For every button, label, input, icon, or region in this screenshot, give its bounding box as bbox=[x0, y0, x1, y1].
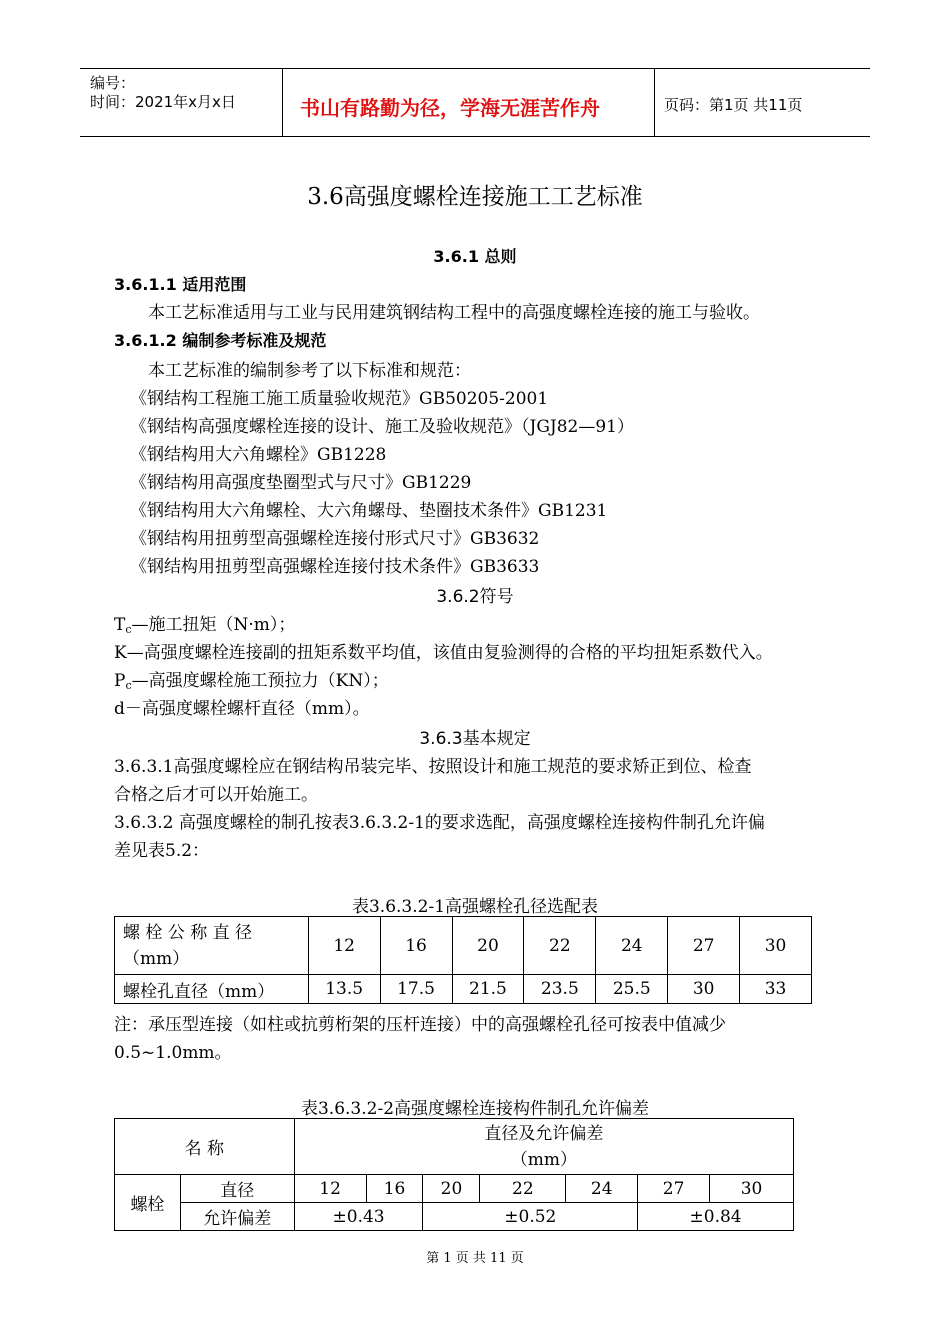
table-cell: 25.5 bbox=[596, 975, 668, 1004]
reference-item: 《钢结构用扭剪型高强螺栓连接付技术条件》GB3633 bbox=[130, 557, 540, 577]
symbol-tc bbox=[114, 610, 295, 636]
reference-item: 《钢结构用大六角螺栓》GB1228 bbox=[130, 445, 387, 465]
table-cell: 30 bbox=[710, 1175, 794, 1203]
rule-3-2-line1: 3.6.3.2 高强度螺栓的制孔按表3.6.3.2-1的要求选配，高强度螺栓连接构件制孔允许偏 bbox=[114, 813, 765, 833]
nominal-diameter-label: 螺 栓 公 称 直 径 bbox=[123, 922, 253, 943]
nominal-diameter-unit: （mm） bbox=[123, 948, 190, 969]
table1-note-line1: 注：承压型连接（如柱或抗剪桁架的压杆连接）中的高强螺栓孔径可按表中值减少 bbox=[114, 1015, 726, 1035]
table-cell: 13.5 bbox=[308, 975, 380, 1004]
symbol-tc-text: —施工扭矩（N·m）； bbox=[131, 615, 296, 635]
symbol-d: d－高强度螺栓螺杆直径（mm）。 bbox=[114, 699, 370, 719]
symbol-pc-text: —高强度螺栓施工预拉力（KN）； bbox=[131, 671, 389, 691]
symbol-tc-base: T bbox=[114, 615, 126, 635]
references-intro: 本工艺标准的编制参考了以下标准和规范： bbox=[148, 361, 471, 381]
section-heading-symbols: 3.6.2符号 bbox=[436, 587, 514, 607]
table-cell: 22 bbox=[480, 1175, 566, 1203]
reference-item: 《钢结构高强度螺栓连接的设计、施工及验收规范》（JGJ82—91） bbox=[130, 417, 634, 437]
table2-caption: 表3.6.3.2-2高强度螺栓连接构件制孔允许偏差 bbox=[300, 1099, 650, 1119]
table-cell: 21.5 bbox=[452, 975, 524, 1004]
header-top-rule bbox=[80, 68, 870, 69]
table-cell: 23.5 bbox=[524, 975, 596, 1004]
table1-caption: 表3.6.3.2-1高强螺栓孔径选配表 bbox=[351, 897, 599, 917]
document-title: 3.6高强度螺栓连接施工工艺标准 bbox=[307, 184, 643, 210]
subsection-heading-scope: 3.6.1.1 适用范围 bbox=[114, 275, 247, 294]
table-cell: ±0.43 bbox=[294, 1203, 423, 1231]
value-header-unit: （mm） bbox=[510, 1149, 577, 1170]
header-bottom-rule bbox=[80, 136, 870, 137]
header-date-label: 时间：2021年x月x日 bbox=[90, 93, 236, 111]
table-cell: 12 bbox=[308, 917, 380, 975]
table-cell: 27 bbox=[668, 917, 740, 975]
header-page-label: 页码：第1页 共11页 bbox=[664, 96, 803, 114]
table-cell: 17.5 bbox=[380, 975, 452, 1004]
symbol-pc-subscript: c bbox=[125, 679, 132, 692]
symbol-pc-base: P bbox=[114, 671, 126, 691]
value-header-title: 直径及允许偏差 bbox=[484, 1123, 604, 1144]
table-row bbox=[115, 1175, 794, 1203]
section-heading-basic-rules: 3.6.3基本规定 bbox=[419, 729, 531, 749]
table-cell: 22 bbox=[524, 917, 596, 975]
table-cell: ±0.84 bbox=[638, 1203, 794, 1231]
header-divider-left bbox=[282, 68, 283, 136]
header-motto: 书山有路勤为径，学海无涯苦作舟 bbox=[300, 96, 600, 120]
table-cell: 12 bbox=[294, 1175, 366, 1203]
subsection-heading-references: 3.6.1.2 编制参考标准及规范 bbox=[114, 331, 327, 350]
table-row-label: 螺栓孔直径（mm） bbox=[115, 975, 309, 1004]
rule-3-1-line1: 3.6.3.1高强度螺栓应在钢结构吊装完毕、按照设计和施工规范的要求矫正到位、检查 bbox=[114, 757, 752, 777]
table-cell: 24 bbox=[566, 1175, 638, 1203]
table-cell: 20 bbox=[423, 1175, 480, 1203]
reference-item: 《钢结构用大六角螺栓、大六角螺母、垫圈技术条件》GB1231 bbox=[130, 501, 608, 521]
table1-note-line2: 0.5~1.0mm。 bbox=[114, 1043, 232, 1063]
section-heading-general: 3.6.1 总则 bbox=[433, 247, 517, 266]
symbol-pc bbox=[114, 666, 389, 692]
table-row bbox=[115, 917, 812, 975]
hole-tolerance-table bbox=[114, 1118, 794, 1231]
table-cell: 30 bbox=[740, 917, 812, 975]
table-cell: 30 bbox=[668, 975, 740, 1004]
scope-text: 本工艺标准适用与工业与民用建筑钢结构工程中的高强度螺栓连接的施工与验收。 bbox=[148, 303, 760, 323]
page-footer: 第 1 页 共 11 页 bbox=[426, 1251, 524, 1266]
table-cell: 20 bbox=[452, 917, 524, 975]
reference-item: 《钢结构用高强度垫圈型式与尺寸》GB1229 bbox=[130, 473, 472, 493]
reference-item: 《钢结构用扭剪型高强螺栓连接付形式尺寸》GB3632 bbox=[130, 529, 540, 549]
reference-item: 《钢结构工程施工施工质量验收规范》GB50205-2001 bbox=[130, 389, 549, 409]
table-row bbox=[115, 1119, 794, 1175]
rule-3-2-line2: 差见表5.2： bbox=[114, 841, 210, 861]
table-cell: 16 bbox=[366, 1175, 423, 1203]
rule-3-1-line2: 合格之后才可以开始施工。 bbox=[114, 785, 318, 805]
name-header-cell: 名 称 bbox=[115, 1119, 295, 1175]
header-divider-right bbox=[654, 68, 655, 136]
table-cell: 24 bbox=[596, 917, 668, 975]
table-cell: 27 bbox=[638, 1175, 710, 1203]
bolt-group-label: 螺栓 bbox=[115, 1175, 181, 1231]
table-row-label bbox=[115, 917, 309, 975]
table-cell: ±0.52 bbox=[423, 1203, 638, 1231]
symbol-k: K—高强度螺栓连接副的扭矩系数平均值，该值由复验测得的合格的平均扭矩系数代入。 bbox=[114, 643, 773, 663]
value-header-cell bbox=[294, 1119, 793, 1175]
diameter-row-label: 直径 bbox=[180, 1175, 294, 1203]
table-row bbox=[115, 1203, 794, 1231]
header-code-label: 编号： bbox=[90, 74, 136, 92]
symbol-tc-subscript: c bbox=[125, 623, 132, 636]
table-row bbox=[115, 975, 812, 1004]
table-cell: 33 bbox=[740, 975, 812, 1004]
table-cell: 16 bbox=[380, 917, 452, 975]
tolerance-row-label: 允许偏差 bbox=[180, 1203, 294, 1231]
bolt-hole-table bbox=[114, 916, 812, 1004]
